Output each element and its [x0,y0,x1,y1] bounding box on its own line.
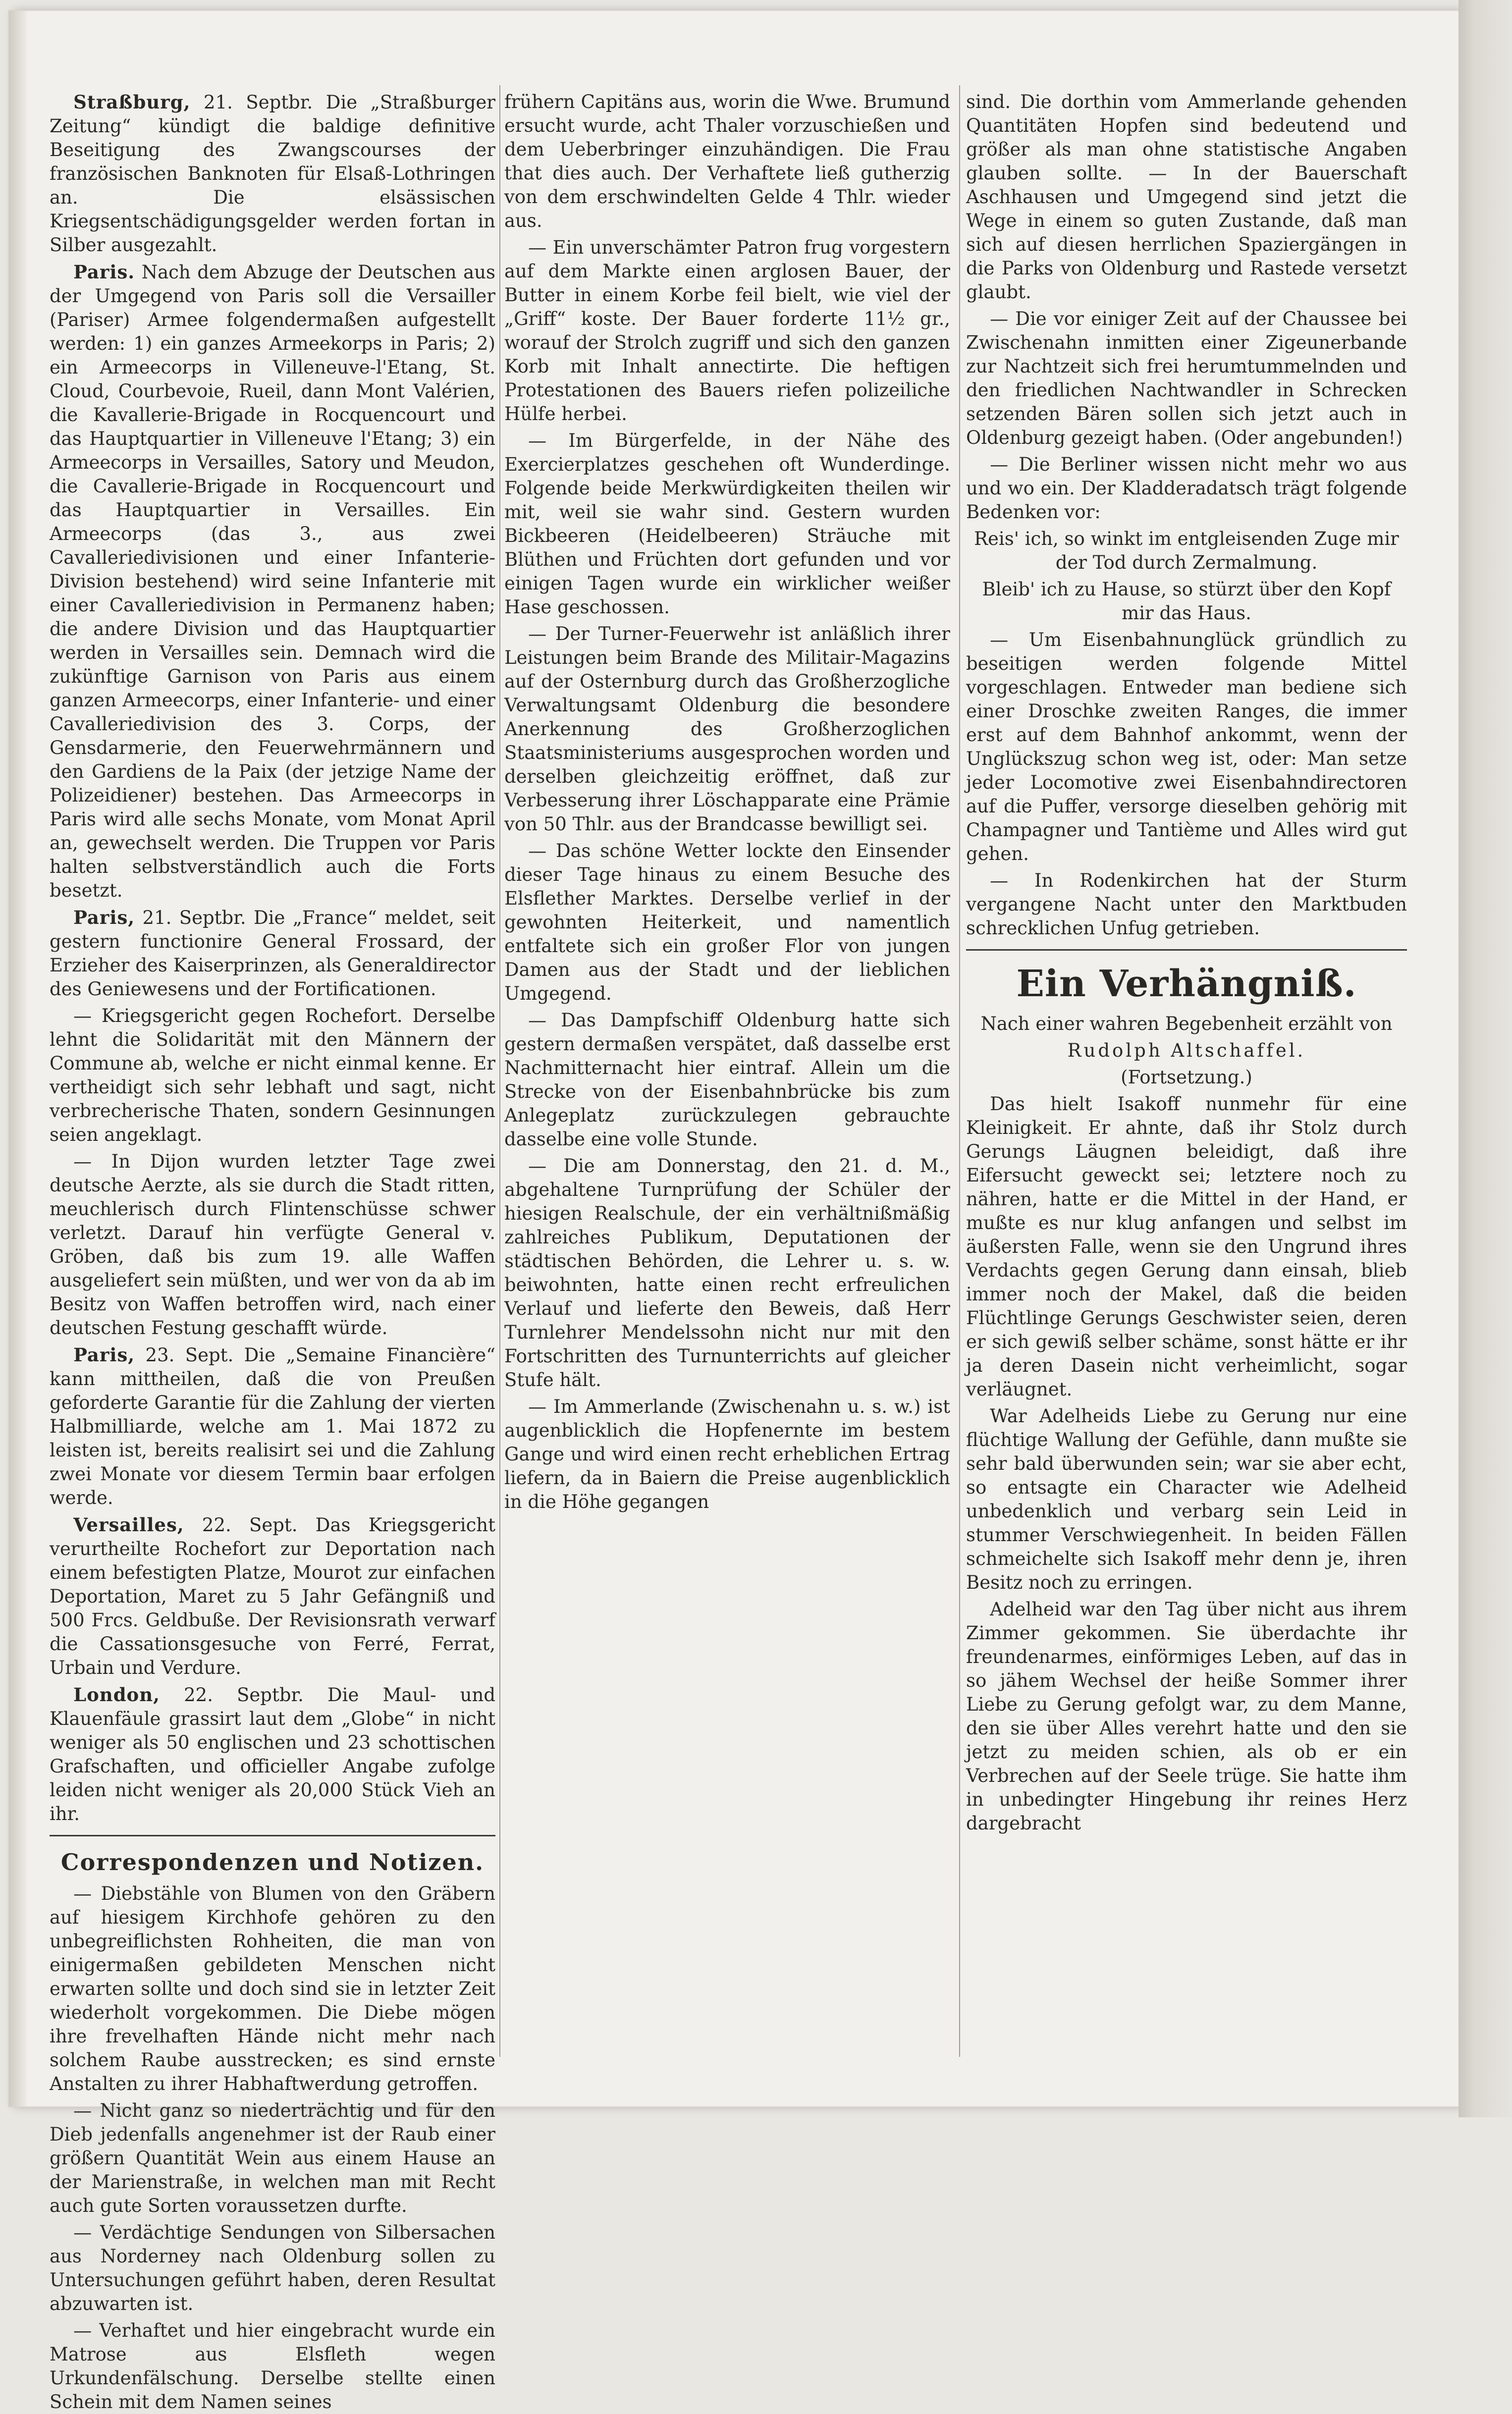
article-body: 23. Sept. Die „Semaine Financière“ kann mittheilen, daß die von Preußen geforderte Garantie für die Zahlung der vierten Halbmilliarde, welche am 1. Mai 1872 zu leisten ist, bereits realisirt sei und die Zahlung zwei Monate vor diesem Termin baar erfolgen werde. [50,1344,496,1508]
notice-dampfschiff: — Das Dampfschiff Oldenburg hatte sich gestern dermaßen verspätet, daß dasselbe erst Nachmitternacht hier eintraf. Allein um die Strecke von der Eisenbahnbrücke bis zum Anlegeplatz zurückzulegen gebrauchte dasselbe eine volle Stunde. [504,1010,950,1150]
article-rochefort: — Kriegsgericht gegen Rochefort. Derselbe lehnt die Solidarität mit den Männern der Commune ab, welche er nicht einmal kenne. Er vertheidigt sich sehr lebhaft und sagt, nicht verbrecherische Thaten, sondern Gesinnungen seien angeklagt. [50,1005,495,1145]
column-1 [50,90,496,2413]
column-2 [504,90,950,2052]
story-paragraph: Adelheid war den Tag über nicht aus ihrem Zimmer gekommen. Sie überdachte ihr freundenarmes, einförmiges Leben, auf das in so jähem Wechsel der heiße Sommer ihrer Liebe zu Gerung gefolgt war, zu dem Manne, den sie über Alles verehrt hatte und den sie jetzt zu meiden schien, als ob er ein Verbrechen auf der Seele trüge. Sie hatte ihm in unbedingter Hingebung ihr reines Herz dargebracht [966,1599,1407,1834]
notice-baeren: — Die vor einiger Zeit auf der Chaussee bei Zwischenahn inmitten einer Zigeunerbande zur Nachtzeit sich frei herumtummelnden und den friedlichen Nachtwandler in Schrecken setzenden Bären sollen sich jetzt auch in Oldenburg gezeigt haben. (Oder angebunden!) [966,308,1407,448]
article-dijon: — In Dijon wurden letzter Tage zwei deutsche Aerzte, als sie durch die Stadt ritten, meuchlerisch durch Flintenschüsse schwer verletzt. Darauf hin verfügte General v. Gröben, daß bis zum 19. alle Waffen ausgeliefert sein müßten, und wer von da ab im Besitz von Waffen betroffen wird, nach einer deutschen Festung geschafft würde. [50,1151,495,1339]
article-london [50,1683,495,1826]
article-body: 21. Septbr. Die „France“ meldet, seit gestern functionire General Frossard, der Erzieher des Kaiserprinzen, als Generaldirector des Geniewesens und der Fortificationen. [50,907,495,1000]
notice-ammerlande: — Im Ammerlande (Zwischenahn u. s. w.) ist augenblicklich die Hopfenernte im bestem Gange und wird einen recht erheblichen Ertrag liefern, da in Baiern die Preise augenblicklich in die Höhe gegangen [504,1396,950,1512]
story-subtitle: Nach einer wahren Begebenheit erzählt von [980,1013,1393,1034]
story-title: Ein Verhängniß. [1016,963,1357,1005]
notice-verhaftet: — Verhaftet und hier eingebracht wurde ein Matrose aus Elsfleth wegen Urkundenfälschung. Derselbe stellte einen Schein mit dem Namen seines [50,2320,495,2413]
article-body: 21. Septbr. Die „Straßburger Zeitung“ kündigt die baldige definitive Beseitigung des Zwangscourses der französischen Banknoten für Elsaß-Lothringen an. Die elsässischen Kriegsentschädigungsgelder werden fortan in Silber ausgezahlt. [50,92,495,256]
dateline-paris: Paris, [73,907,135,928]
article-body: Nach dem Abzuge der Deutschen aus der Umgegend von Paris soll die Versailler (Pariser) Armee folgendermaßen aufgestellt werden: 1) ein ganzes Armeekorps in Paris; 2) ein Armeecorps in Villeneuve-l'Etang, St. Cloud, Courbevoie, Rueil, dann Mont Valérien, die Kavallerie-Brigade in Rocquencourt und das Hauptquartier in Villeneuve l'Etang; 3) ein Armeecorps in Versailles, Satory und Meudon, die Cavallerie-Brigade in Rocquencourt und das Hauptquartier in Versailles. Ein Armeecorps (das 3., aus zwei Cavalleriedivisionen und einer Infanterie-Division bestehend) wird seine Infanterie mit einer Cavalleriedivision in Permanenz haben; die andere Division und das Hauptquartier werden in Versailles sein. Demnach wird die zukünftige Garnison von Paris aus einem ganzen Armeecorps, einer Infanterie- und einer Cavalleriedivision des 3. Corps, der Gensdarmerie, den Feuerwehrmännern und den Gardiens de la Paix (der jetzige Name der Polizeidiener) bestehen. Das Armeecorps in Paris wird alle sechs Monate, vom Monat April an, gewechselt werden. Die Truppen vor Paris halten selbstverständlich auch die Forts besetzt. [50,262,495,901]
column-divider-1 [499,85,500,2057]
article-strassburg [50,90,495,257]
dateline-paris: Paris, [73,1344,135,1366]
notice-continuation: sind. Die dorthin vom Ammerlande gehenden Quantitäten Hopfen sind bedeutend und größer als man ohne statistische Angaben glauben sollte. — In der Bauerschaft Aschhausen und Umgegend sind jetzt die Wege in einem so guten Zustande, daß man sich auf diesen herrlichen Spaziergängen in die Parks von Oldenburg und Rastede versetzt glaubt. [966,91,1407,303]
dateline-paris: Paris. [73,261,135,283]
notice-eisenbahnunglueck: — Um Eisenbahnunglück gründlich zu beseitigen werden folgende Mittel vorgeschlagen. Entweder man bediene sich einer Droschke zweiten Ranges, die immer erst auf dem Bahnhof ankommt, wenn der Unglückszug schon weg ist, oder: Man setze jeder Locomotive zwei Eisenbahndirectoren auf die Puffer, versorge dieselben gehörig mit Champagner und Tantième und Alles wird gut gehen. [966,629,1407,864]
article-paris-1 [50,260,495,903]
section-title-correspondenzen: Correspondenzen und Notizen. [60,1849,485,1876]
notice-sturm: — In Rodenkirchen hat der Sturm vergangene Nacht unter den Marktbuden schrecklichen Unfug getrieben. [966,870,1407,939]
section-rule [966,949,1407,951]
notice-turner-feuerwehr: — Der Turner-Feuerwehr ist anläßlich ihrer Leistungen beim Brande des Militair-Magazins auf der Osternburg durch das Großherzogliche Verwaltungsamt Oldenburg die besondere Anerkennung des Großherzoglichen Staatsministeriums ausgesprochen worden und derselben gleichzeitig eröffnet, daß zur Verbesserung ihrer Löschapparate eine Prämie von 50 Thlr. aus der Brandcasse bewilligt sei. [504,623,950,835]
notice-turnpruefung: — Die am Donnerstag, den 21. d. M., abgehaltene Turnprüfung der Schüler der hiesigen Realschule, der ein verhältnißmäßig zahlreiches Publikum, Deputationen der städtischen Behörden, die Lehrer u. s. w. beiwohnten, hatte einen recht erfreulichen Verlauf und lieferte den Beweis, daß Herr Turnlehrer Mendelssohn nicht nur mit den Fortschritten des Turnunterrichts auf gleicher Stufe hält. [504,1155,950,1391]
notice-wein: — Nicht ganz so niederträchtig und für den Dieb jedenfalls angenehmer ist der Raub einer größern Quantität Wein aus einem Hause an der Marienstraße, in welchen man mit Recht auch gute Sorten voraussetzen durfte. [50,2100,495,2216]
article-paris-3 [50,1343,495,1510]
notice-silbersachen: — Verdächtige Sendungen von Silbersachen aus Norderney nach Oldenburg sollen zu Untersuchungen geführt haben, deren Resultat abzuwarten ist. [50,2222,495,2314]
story-paragraph: War Adelheids Liebe zu Gerung nur eine flüchtige Wallung der Gefühle, dann mußte sie sehr bald überwunden sein; war sie aber echt, so entsagte ein Character wie Adelheid unbedenklich und verbarg sein Leid in stummer Verschwiegenheit. In beiden Fällen schmeichelte sich Isakoff mehr denn je, ihren Besitz noch zu erringen. [966,1405,1407,1593]
article-body: 22. Sept. Das Kriegsgericht verurtheilte Rochefort zur Deportation nach einem befestigten Platze, Mourot zur einfachen Deportation, Maret zu 5 Jahr Gefängniß und 500 Frcs. Geldbuße. Der Revisionsrath verwarf die Cassationsgesuche von Ferré, Ferrat, Urbain und Verdure. [50,1514,496,1678]
notice-continuation: frühern Capitäns aus, worin die Wwe. Brumund ersucht wurde, acht Thaler vorzuschießen und dem Ueberbringer einzuhändigen. Die Frau that dies auch. Der Verhaftete ließ gutherzig von dem erschwindelten Gelde 4 Thlr. wieder aus. [504,91,950,231]
dateline-versailles: Versailles, [73,1514,184,1536]
column-divider-2 [959,85,960,2057]
story-paragraph: Das hielt Isakoff nunmehr für eine Kleinigkeit. Er ahnte, daß ihr Stolz durch Gerungs Läugnen beleidigt, daß ihre Eifersucht geweckt sei; letztere noch zu nähren, hatte er die Mittel in der Hand, er mußte es nur klug anfangen und selbst im äußersten Falle, wenn sie den Ungrund ihres Verdachts gegen Gerung dann einsah, blieb immer noch der Makel, daß die beiden Flüchtlinge Gerungs Geschwister seien, deren er sich gewiß selber schäme, sonst hätte er ihr ja deren Dasein nicht verheimlicht, sogar verläugnet. [966,1093,1407,1400]
notice-berliner: — Die Berliner wissen nicht mehr wo aus und wo ein. Der Kladderadatsch trägt folgende Bedenken vor: [966,454,1407,523]
section-rule [50,1835,495,1836]
notice-butter: — Ein unverschämter Patron frug vorgestern auf dem Markte einen arglosen Bauer, der Butter in einem Korbe feil bielt, wie viel der „Griff“ koste. Der Bauer forderte 11½ gr., worauf der Strolch zugriff und sich den ganzen Korb mit Inhalt annectirte. Die heftigen Protestationen des Bauers riefen polizeiliche Hülfe herbei. [504,237,950,425]
story-author: Rudolph Altschaffel. [1067,1040,1306,1061]
column-3 [966,90,1407,2052]
dateline-strassburg: Straßburg, [73,91,191,113]
article-versailles [50,1513,495,1680]
story-continuation-label: (Fortsetzung.) [1121,1067,1252,1088]
scan-margin [1458,0,1512,2117]
verse-line-1: Reis' ich, so winkt im entgleisenden Zuge mir der Tod durch Zermalmung. [974,528,1399,573]
dateline-london: London, [73,1684,161,1706]
notice-wunderdinge: — Im Bürgerfelde, in der Nähe des Exercierplatzes geschehen oft Wunderdinge. Folgende beide Merkwürdigkeiten theilen wir mit, weil sie wahr sind. Gestern wurden Bickbeeren (Heidelbeeren) Sträuche mit Blüthen und Früchten dort gefunden und vor einigen Tagen wurde ein wirklicher weißer Hase geschossen. [504,430,950,618]
newspaper-page [9,11,1458,2413]
article-paris-2 [50,906,495,1001]
notice-graeber: — Diebstähle von Blumen von den Gräbern auf hiesigem Kirchhofe gehören zu den unbegreiflichsten Rohheiten, die man von einigermaßen gebildeten Menschen nicht erwarten sollte und doch sind sie in letzter Zeit wiederholt vorgekommen. Die Diebe mögen ihre frevelhaften Hände nicht mehr nach solchem Raube ausstrecken; es sind ernste Anstalten zu ihrer Habhaftwerdung getroffen. [50,1883,495,2094]
article-body: 22. Septbr. Die Maul- und Klauenfäule grassirt laut dem „Globe“ in nicht weniger als 50 englischen und 23 schottischen Grafschaften, und officieller Angabe zufolge leiden nicht weniger als 20,000 Stück Vieh an ihr. [50,1684,496,1824]
verse-line-2: Bleib' ich zu Hause, so stürzt über den Kopf mir das Haus. [982,579,1391,624]
notice-elsflether-markt: — Das schöne Wetter lockte den Einsender dieser Tage hinaus zu einem Besuche des Elsflether Marktes. Derselbe verlief in der gewohnten Heiterkeit, und namentlich entfaltete sich ein großer Flor von jungen Damen aus der Stadt und der lieblichen Umgegend. [504,840,950,1004]
